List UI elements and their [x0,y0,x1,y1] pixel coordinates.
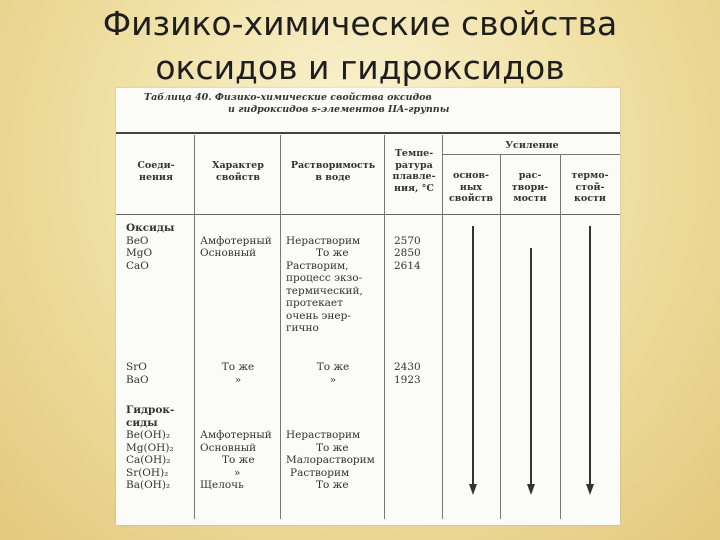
header-sol-increase-line: мости [513,193,547,204]
solubility-value: протекает [286,297,343,309]
header-compounds-line: Соеди- [137,160,175,171]
column-divider [384,135,385,519]
header-character-line: свойств [215,171,261,183]
hydroxides-character [200,429,280,492]
header-basicity-line: ных [459,181,483,193]
header-thermo-line: кости [574,193,606,204]
caption-line1: Таблица 40. Физико-химические свойства оксидов [144,92,432,103]
caption-line2: и гидроксидов s-элементов IIA-группы [228,104,450,115]
header-melting-line: Темпе- [394,148,434,159]
header-solubility-increase [500,170,560,205]
character-value: » [234,373,242,386]
solubility-value: гично [286,322,319,334]
table-caption [144,92,614,116]
compound-be-oh2: Be(OH)₂ [126,429,171,441]
solubility-value: То же [316,479,349,491]
header-melting-line: плавле- [392,171,436,182]
oxides-compounds [126,222,174,272]
compound-ca-oh2: Ca(OH)₂ [126,454,171,466]
temp-value: 2614 [394,259,421,272]
solubility-value: процесс экзо- [286,272,363,284]
hydroxides-heading: сиды [126,416,158,429]
oxides2-solubility [282,361,384,386]
temp-value: 1923 [394,373,421,386]
header-melting-line: ратура [395,159,433,171]
character-value: То же [221,361,255,373]
header-bottom-rule [116,214,620,215]
header-compounds-line: нения [138,171,173,183]
hydroxides-compounds [126,404,174,492]
temp-value: 2430 [394,361,421,373]
solubility-value: Растворим [290,466,350,479]
header-melting-line: ния, °С [394,182,434,194]
oxides2-temps [394,361,421,386]
compound-beo: BeO [126,234,149,247]
compound-ba-oh2: Ba(OH)₂ [126,479,171,491]
header-compounds [118,160,194,183]
solubility-value: очень энер- [286,309,351,322]
slide-title-line2: оксидов и гидроксидов [155,48,565,87]
slide-title-line1: Физико-химические свойства [102,4,618,43]
character-value: То же [222,454,255,466]
oxides-solubility [286,235,382,335]
header-increase: Усиление [505,140,559,151]
oxides2-character [196,361,280,386]
solubility-value: термический, [286,284,363,297]
solubility-arrow-head [527,484,535,495]
header-basicity-line: свойств [448,193,494,204]
header-character-line: Характер [212,160,264,171]
slide-title [0,2,720,90]
character-value: Щелочь [200,479,244,491]
header-thermostability [560,170,620,205]
solubility-value: Нерастворим [286,429,361,441]
solubility-value: Малорастворим [286,454,375,466]
compound-sro: SrO [126,361,147,373]
header-basicity [442,170,500,205]
solubility-value: Нерастворим [286,234,361,247]
header-melting [386,148,442,194]
oxides2-compounds [126,361,149,386]
thermostability-arrow [589,226,591,484]
oxides-heading: Оксиды [126,222,175,234]
table-top-rule [116,132,620,134]
oxides-character [200,235,272,260]
column-divider [560,154,561,519]
basicity-arrow [472,226,474,484]
solubility-arrow [530,248,532,484]
column-divider [500,154,501,519]
header-basicity-line: основ- [453,170,489,181]
character-value: Амфотерный [200,234,272,247]
oxides-temps [394,235,421,273]
header-solubility [282,160,384,183]
solubility-value: » [329,373,337,386]
column-divider [194,135,195,519]
hydroxides-heading: Гидрок- [126,404,175,416]
compound-sr-oh2: Sr(OH)₂ [126,466,169,479]
header-solubility-line: Растворимость [290,160,376,171]
header-thermo-line: стой- [575,181,605,193]
hydroxides-solubility [286,429,384,492]
solubility-value: То же [316,361,350,373]
solubility-value: То же [316,247,349,259]
solubility-value: То же [316,441,349,454]
header-sol-increase-line: твори- [511,181,549,193]
character-value: Амфотерный [200,429,272,441]
character-value: Основный [200,247,257,259]
temp-value: 2850 [394,247,421,259]
column-divider [280,135,281,519]
increase-rule [442,154,620,155]
character-value: » [234,466,241,479]
thermostability-arrow-head [586,484,594,495]
compound-cao: CaO [126,259,149,272]
header-solubility-line: в воде [315,171,351,183]
compound-mg-oh2: Mg(OH)₂ [126,441,174,454]
character-value: Основный [200,441,257,454]
basicity-arrow-head [469,484,477,495]
solubility-value: Растворим, [286,259,349,272]
temp-value: 2570 [394,234,421,247]
table-scan [116,88,620,525]
header-thermo-line: термо- [571,170,609,181]
compound-mgo: MgO [126,247,153,259]
header-character [196,160,280,183]
compound-bao: BaO [126,373,149,386]
header-sol-increase-line: рас- [518,170,542,181]
